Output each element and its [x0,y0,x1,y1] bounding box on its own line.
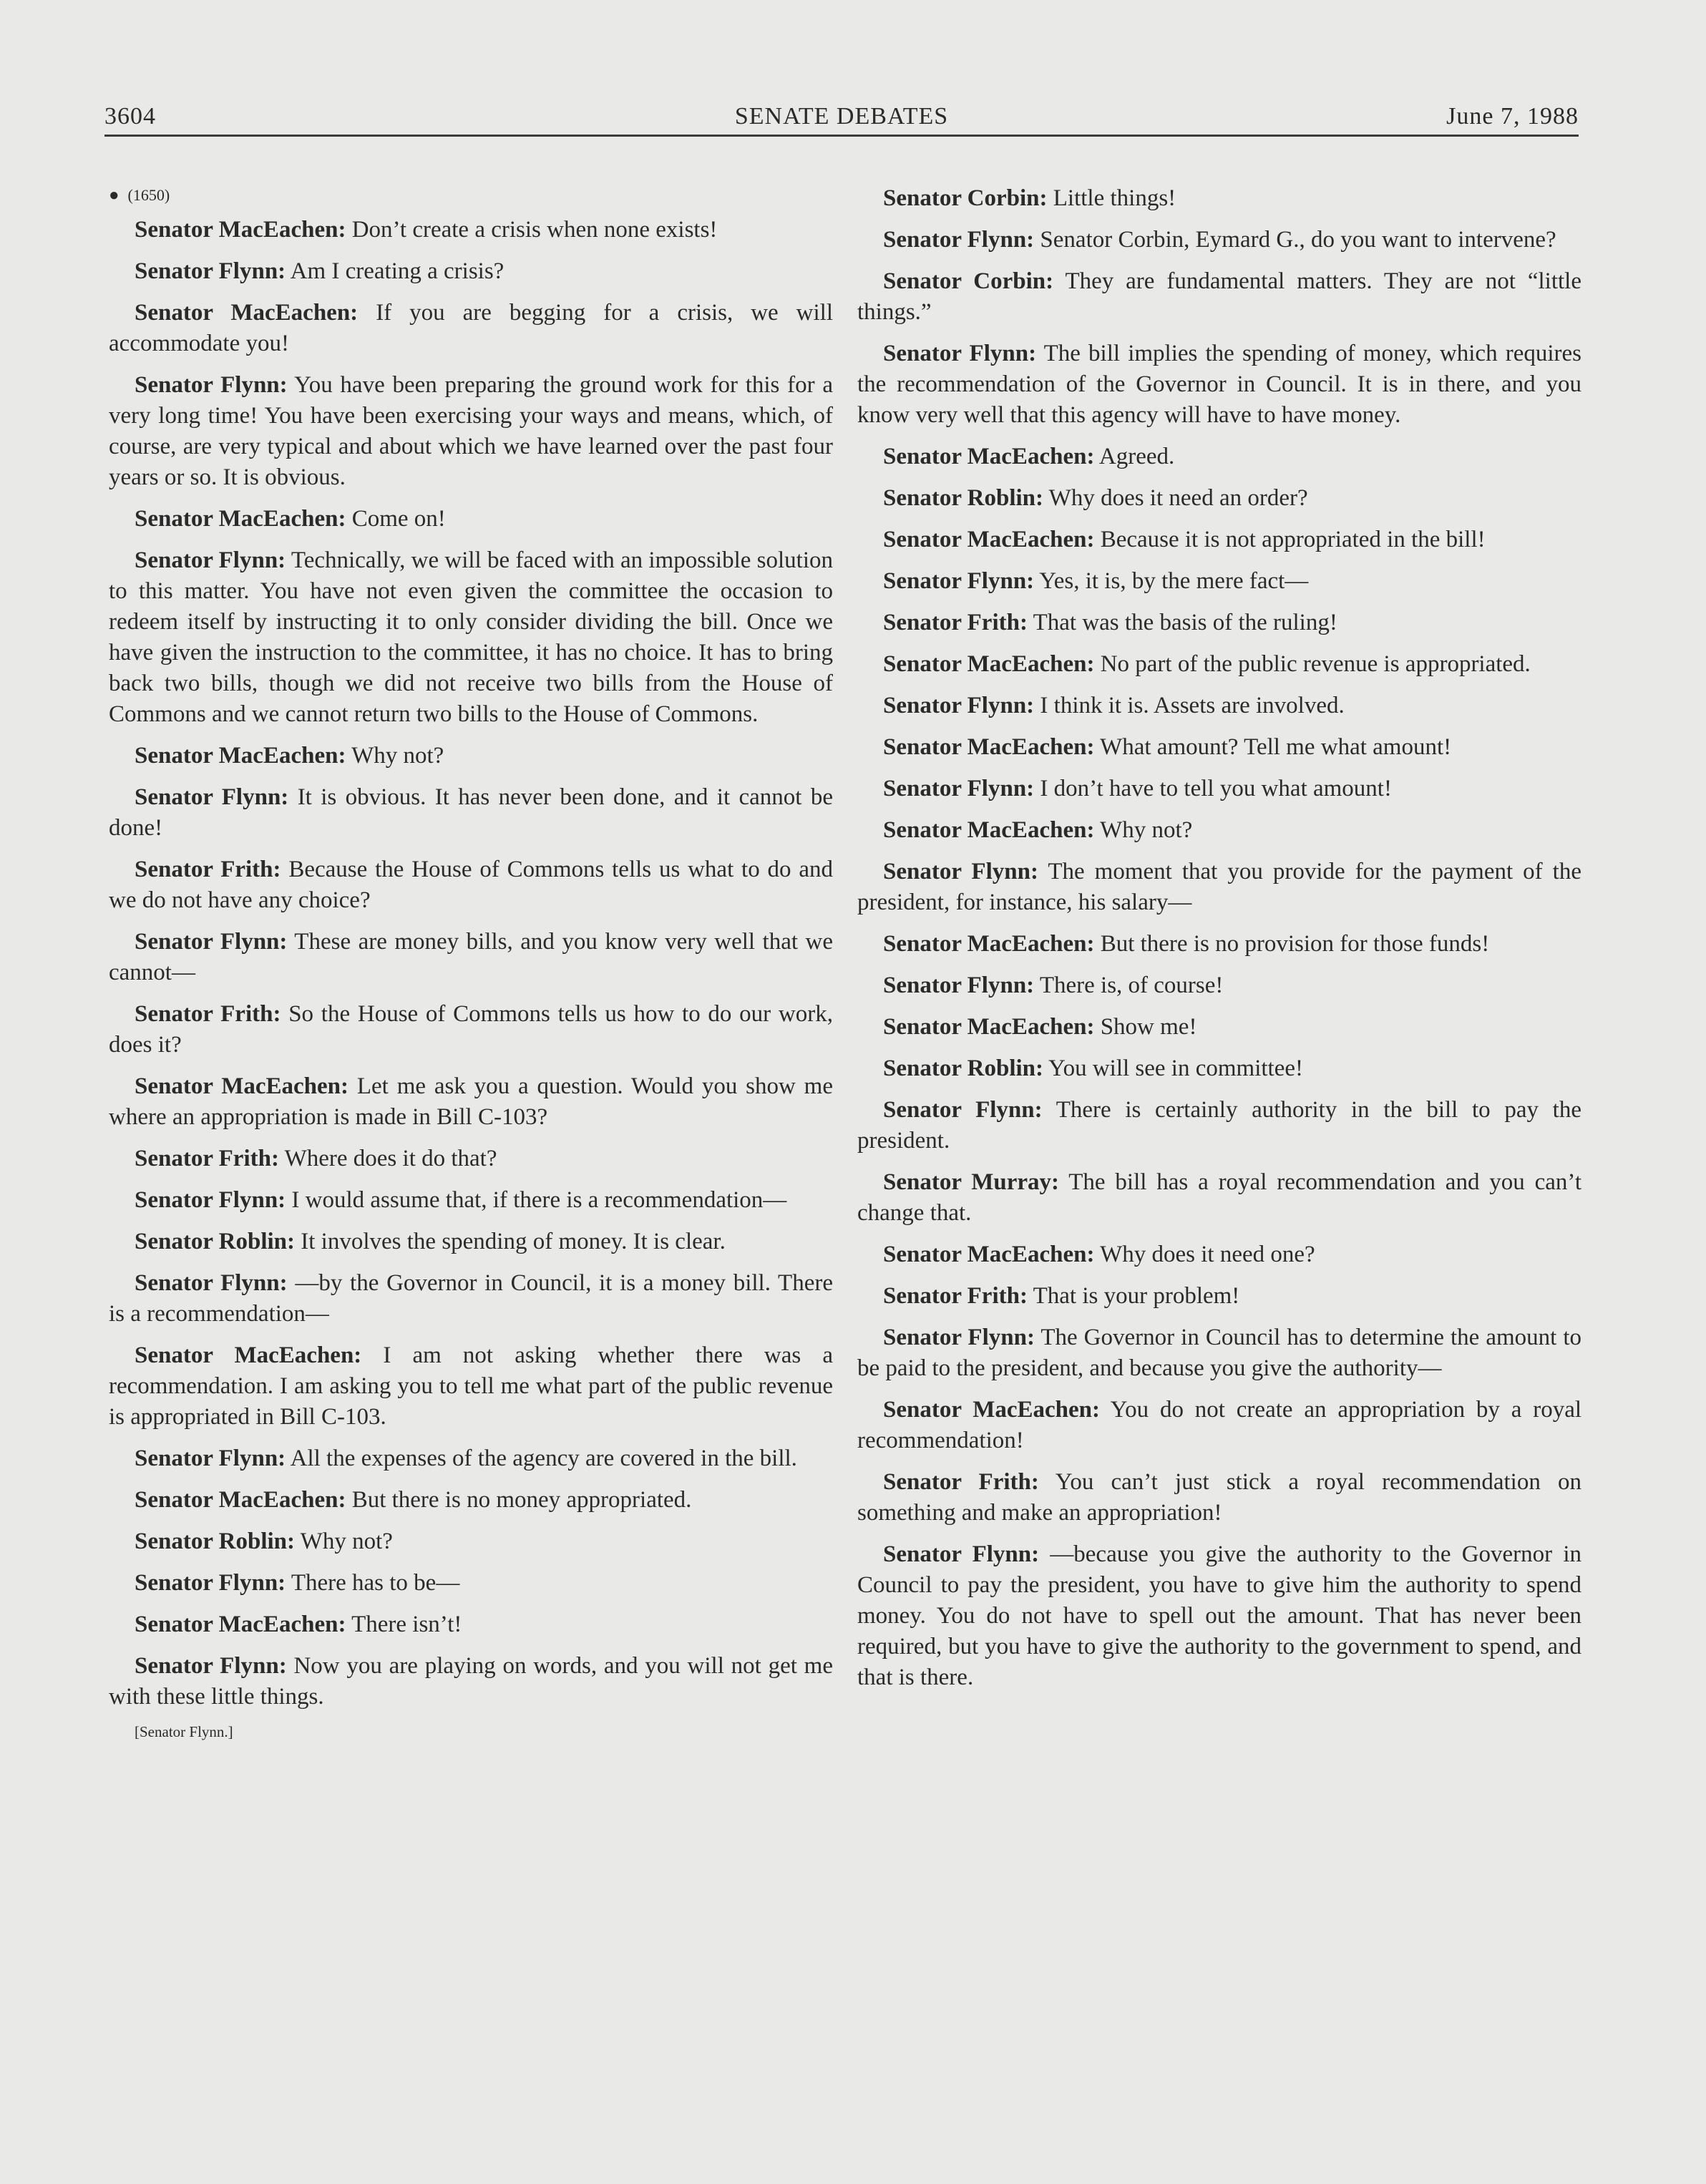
publication-date: June 7, 1988 [1446,103,1579,130]
speaker-name: Senator Flynn: [135,1270,288,1296]
speaker-name: Senator MacEachen: [883,734,1095,760]
speaker-name: Senator Flynn: [883,1097,1043,1123]
speech-paragraph [109,1651,833,1712]
speech-paragraph [109,545,833,730]
speech-text: But there is no money appropriated. [351,1487,692,1513]
speech-paragraph [857,1467,1581,1529]
speaker-name: Senator Flynn: [135,372,288,398]
speech-paragraph [857,857,1581,918]
speech-text: It is obvious. It has never been done, and it cannot be done! [109,784,833,841]
speech-text: No part of the public revenue is appropriated. [1100,651,1531,677]
speech-paragraph [857,1053,1581,1084]
speech-text: —by the Governor in Council, it is a money bill. There is a recommendation— [109,1270,833,1327]
speech-text: Why not? [300,1529,393,1554]
speech-paragraph [857,649,1581,680]
speaker-name: Senator Flynn: [883,227,1035,253]
speech-paragraph [109,215,833,245]
speaker-name: Senator MacEachen: [135,1342,362,1368]
column-footnote: [Senator Flynn.] [135,1723,233,1740]
speech-paragraph [857,1012,1581,1043]
speech-text: There is certainly authority in the bill to pay the president. [857,1097,1582,1154]
speech-text: That is your problem! [1033,1283,1240,1309]
speech-text: —because you give the authority to the Governor in Council to pay the president, you have to give him the authority to spend money. You do not have to spell out the amount. That has never been required, but you have to give the authority to the government to spend, and that is there. [857,1541,1582,1690]
speech-text: Senator Corbin, Eymard G., do you want to intervene? [1040,227,1556,253]
speech-paragraph [109,256,833,287]
speech-text: Now you are playing on words, and you will not get me with these little things. [109,1653,833,1710]
speaker-name: Senator MacEachen: [883,444,1095,469]
time-marker [109,183,833,208]
speech-text: Come on! [351,506,446,532]
speech-text: Where does it do that? [284,1146,497,1171]
speech-paragraph [857,1239,1581,1270]
speech-paragraph [857,732,1581,763]
speech-paragraph [109,782,833,844]
speech-paragraph [109,1609,833,1640]
speaker-name: Senator Flynn: [883,341,1037,366]
speech-text: I am not asking whether there was a recommendation. I am asking you to tell me what part of the public revenue is appropriated in Bill C-103. [109,1342,833,1430]
speech-paragraph [857,1281,1581,1312]
speaker-name: Senator MacEachen: [883,651,1095,677]
speaker-name: Senator Flynn: [135,929,288,955]
speech-paragraph [857,1167,1581,1229]
left-column [109,183,833,1741]
speech-paragraph [857,970,1581,1001]
speaker-name: Senator MacEachen: [883,1397,1101,1423]
speech-text: There isn’t! [351,1612,462,1637]
speech-paragraph [857,774,1581,804]
speech-paragraph [857,266,1581,328]
speech-paragraph [857,338,1581,431]
speaker-name: Senator MacEachen: [135,1073,349,1099]
speech-text: The bill has a royal recommendation and you can’t change that. [857,1169,1581,1226]
speech-paragraph [857,815,1581,846]
speaker-name: Senator Frith: [135,857,281,882]
speech-paragraph [109,1268,833,1330]
speaker-name: Senator MacEachen: [883,527,1095,552]
speech-text: Am I creating a crisis? [290,258,505,284]
speech-paragraph [109,1185,833,1216]
speaker-name: Senator MacEachen: [135,506,346,532]
speech-paragraph [857,525,1581,555]
speech-text: Little things! [1053,185,1176,211]
speech-paragraph [109,1568,833,1599]
speaker-name: Senator MacEachen: [883,817,1095,843]
speaker-name: Senator Flynn: [883,1325,1035,1350]
speech-paragraph [857,1322,1581,1384]
speech-text: I think it is. Assets are involved. [1040,693,1345,718]
page-number: 3604 [104,103,156,130]
speaker-name: Senator Corbin: [883,185,1048,211]
speaker-name: Senator Flynn: [135,1570,286,1596]
speaker-name: Senator Flynn: [135,547,286,573]
speaker-name: Senator MacEachen: [135,1487,346,1513]
speech-text: Don’t create a crisis when none exists! [351,217,718,243]
speech-paragraph [109,927,833,988]
speech-text: All the expenses of the agency are covered in the bill. [290,1446,797,1471]
speaker-name: Senator MacEachen: [135,300,359,326]
speaker-name: Senator Flynn: [135,784,289,810]
speech-text: I don’t have to tell you what amount! [1040,776,1392,801]
speech-paragraph [857,608,1581,638]
speech-paragraph [109,741,833,771]
speech-paragraph [857,566,1581,597]
speech-paragraph [109,504,833,535]
speech-text: There has to be— [291,1570,460,1596]
speech-text: These are money bills, and you know very well that we cannot— [109,929,833,985]
speech-text: Yes, it is, by the mere fact— [1039,568,1309,594]
speaker-name: Senator MacEachen: [883,931,1095,957]
speech-text: The moment that you provide for the payment of the president, for instance, his salary— [857,859,1581,915]
speaker-name: Senator Murray: [883,1169,1060,1195]
speech-text: That was the basis of the ruling! [1033,610,1337,635]
speech-text: Agreed. [1098,444,1175,469]
speaker-name: Senator MacEachen: [883,1014,1095,1040]
speech-text: There is, of course! [1039,972,1224,998]
speech-text: It involves the spending of money. It is clear. [301,1229,726,1254]
speech-paragraph [109,1340,833,1433]
right-column [857,183,1581,1704]
speech-paragraph [857,1395,1581,1456]
speaker-name: Senator Roblin: [883,485,1044,511]
speech-paragraph [109,1485,833,1516]
speaker-name: Senator Flynn: [883,568,1035,594]
speech-text: So the House of Commons tells us how to do our work, does it? [109,1001,833,1058]
speaker-name: Senator Flynn: [883,776,1035,801]
speech-text: They are fundamental matters. They are not “little things.” [857,268,1581,325]
speaker-name: Senator Frith: [135,1001,281,1027]
speaker-name: Senator MacEachen: [135,743,346,769]
speech-text: Show me! [1100,1014,1197,1040]
speech-text: But there is no provision for those funds! [1100,931,1490,957]
speech-text: Why does it need an order? [1048,485,1308,511]
speaker-name: Senator Flynn: [135,1653,287,1679]
speech-paragraph [109,999,833,1061]
speaker-name: Senator Roblin: [883,1056,1044,1081]
publication-title: SENATE DEBATES [734,103,949,130]
speech-paragraph [857,183,1581,214]
speaker-name: Senator MacEachen: [883,1242,1095,1267]
speaker-name: Senator Flynn: [135,258,286,284]
speech-text: Why not? [351,743,444,769]
speech-paragraph [857,225,1581,255]
speaker-name: Senator Frith: [883,1283,1028,1309]
speech-text: Because the House of Commons tells us what to do and we do not have any choice? [109,857,833,913]
speaker-name: Senator Corbin: [883,268,1054,294]
speech-paragraph [109,1526,833,1557]
speech-text: Because it is not appropriated in the bill! [1100,527,1486,552]
speech-text: You can’t just stick a royal recommendation on something and make an appropriation! [857,1469,1581,1526]
speaker-name: Senator Flynn: [135,1187,286,1213]
speaker-name: Senator MacEachen: [135,217,346,243]
bullet-icon: ● [109,186,120,205]
speech-paragraph [109,370,833,493]
speech-text: Technically, we will be faced with an impossible solution to this matter. You have not even given the committee the occasion to redeem itself by instructing it to only consider dividing the bill. Once we have given the instruction to the committee, it has no choice. It has to bring back two bills, though we did not receive two bills from the House of Commons and we cannot return two bills to the House of Commons. [109,547,833,727]
speaker-name: Senator Frith: [135,1146,279,1171]
speaker-name: Senator MacEachen: [135,1612,346,1637]
speech-paragraph [109,1227,833,1257]
speech-paragraph [857,929,1581,960]
speech-text: The Governor in Council has to determine the amount to be paid to the president, and because you give the authority— [857,1325,1581,1381]
speaker-name: Senator Roblin: [135,1529,296,1554]
speaker-name: Senator Frith: [883,1469,1039,1495]
speech-text: Why does it need one? [1100,1242,1315,1267]
speaker-name: Senator Frith: [883,610,1028,635]
speech-text: Why not? [1100,817,1193,843]
speaker-name: Senator Flynn: [883,1541,1040,1567]
speech-paragraph [109,854,833,916]
speaker-name: Senator Flynn: [883,859,1038,884]
speech-text: If you are begging for a crisis, we will accommodate you! [109,300,834,356]
speech-paragraph [857,483,1581,514]
speaker-name: Senator Flynn: [135,1446,286,1471]
speaker-name: Senator Flynn: [883,972,1035,998]
speaker-name: Senator Flynn: [883,693,1035,718]
speech-text: Let me ask you a question. Would you show me where an appropriation is made in Bill C-103? [109,1073,833,1130]
speech-text: I would assume that, if there is a recommendation— [291,1187,787,1213]
speech-paragraph [857,442,1581,472]
speech-paragraph [857,1539,1581,1693]
speech-text: You have been preparing the ground work for this for a very long time! You have been exercising your ways and means, which, of course, are very typical and about which we have learned over the past four years or so. It is obvious. [109,372,833,490]
speech-paragraph [109,1144,833,1174]
speech-paragraph [857,691,1581,721]
page-header [104,97,1579,137]
speech-paragraph [109,298,833,359]
speech-paragraph [109,1071,833,1133]
speech-text: The bill implies the spending of money, which requires the recommendation of the Governor in Council. It is in there, and you know very well that this agency will have to have money. [857,341,1581,428]
speech-text: You will see in committee! [1048,1056,1303,1081]
speech-text: What amount? Tell me what amount! [1100,734,1452,760]
time-marker-text: (1650) [127,186,170,204]
speech-paragraph [109,1443,833,1474]
speaker-name: Senator Roblin: [135,1229,296,1254]
speech-text: You do not create an appropriation by a royal recommendation! [857,1397,1582,1453]
speech-paragraph [857,1095,1581,1156]
